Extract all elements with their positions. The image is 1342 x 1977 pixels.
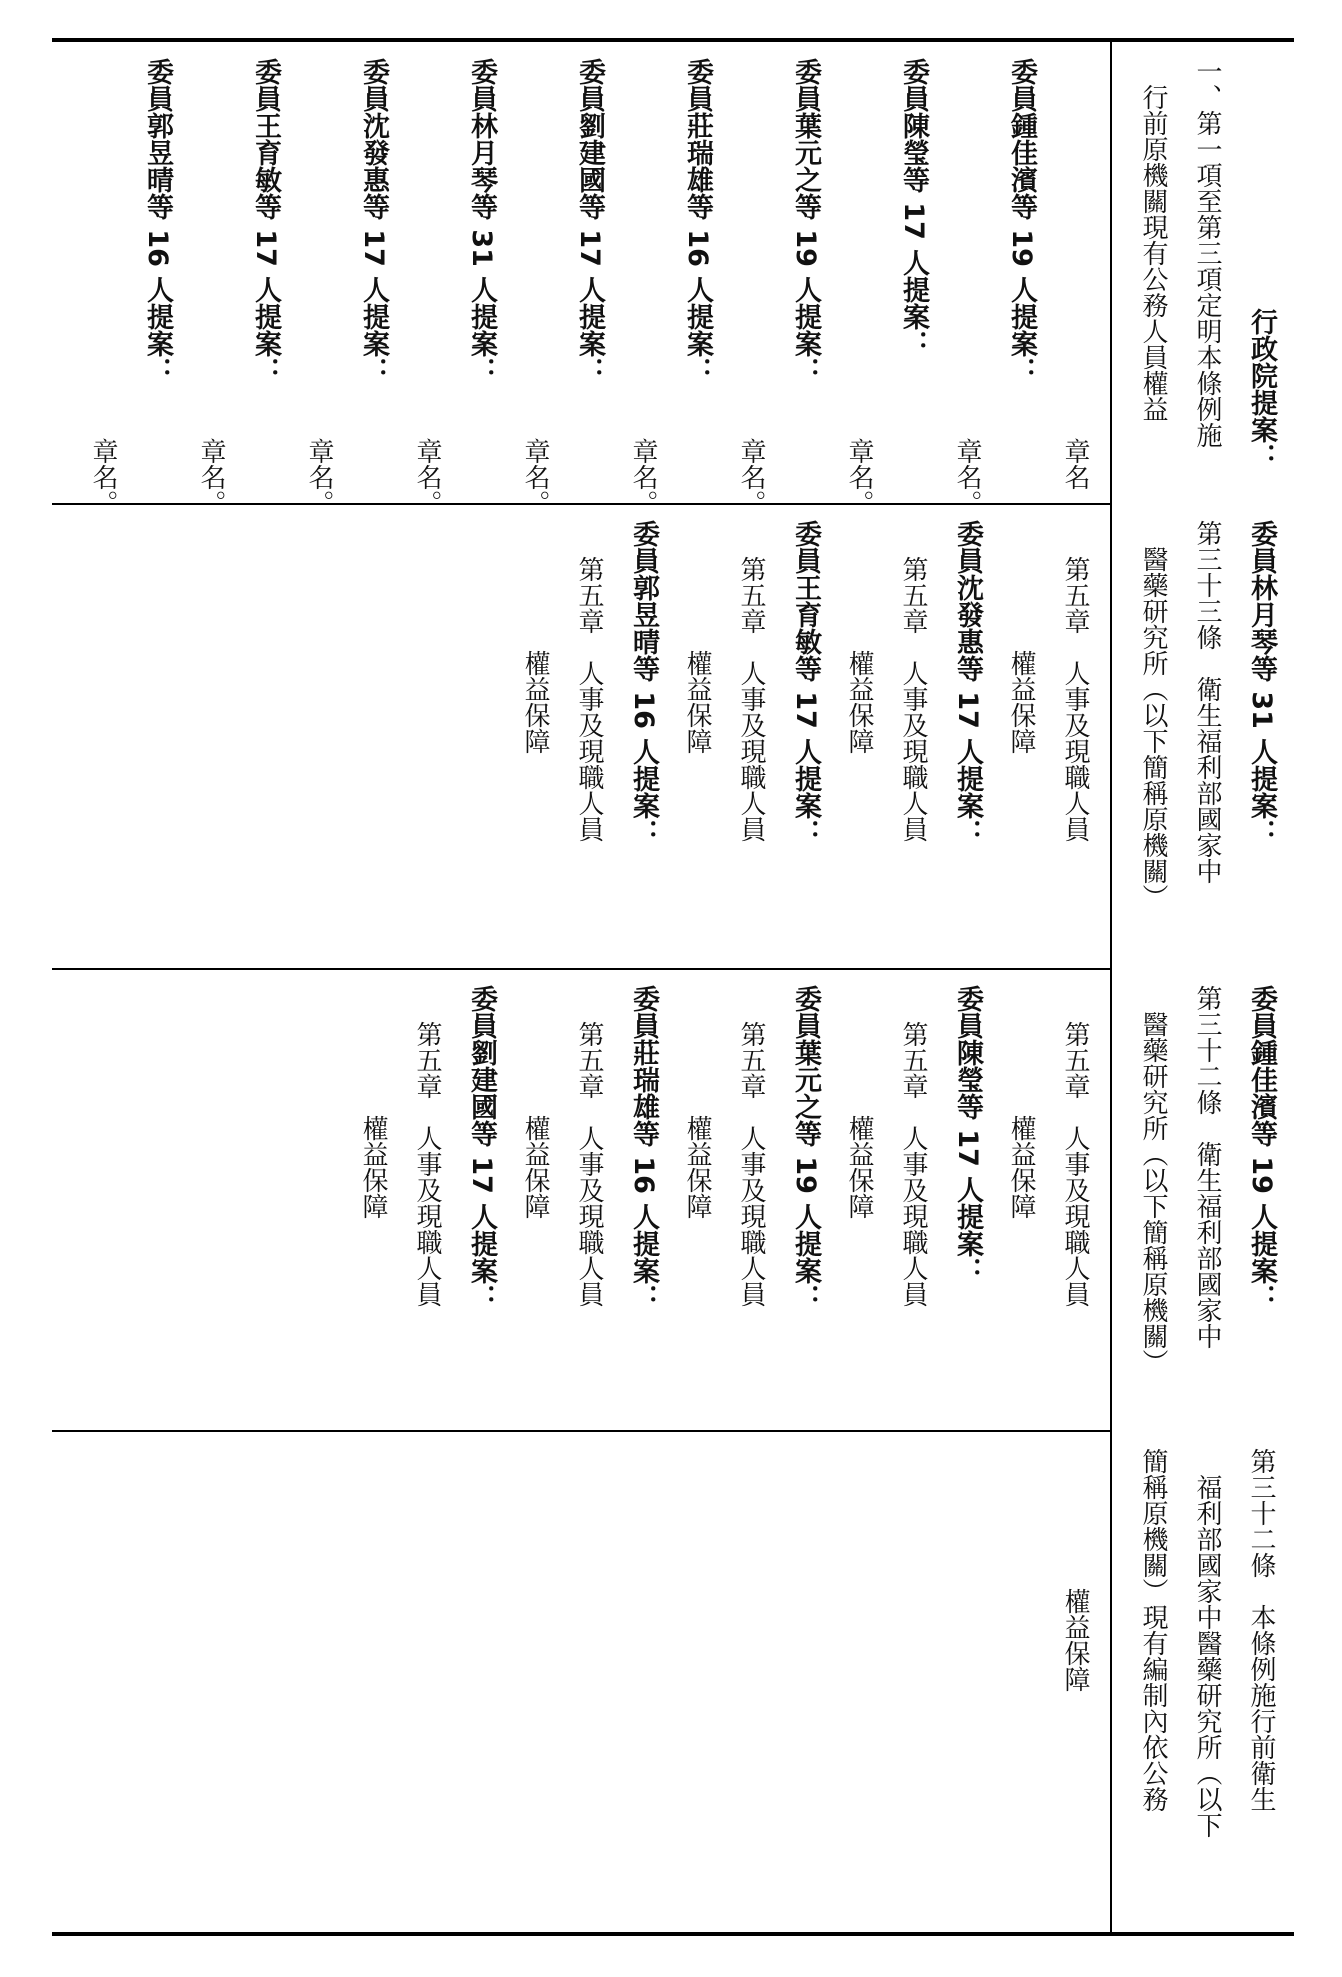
upper-col-3 bbox=[62, 985, 1102, 1425]
text-line: 權益保障 bbox=[1006, 650, 1036, 754]
text-line: 權益保障 bbox=[682, 650, 712, 754]
text-line: 第五章 人事及現職人員 bbox=[574, 556, 604, 842]
text-line: 簡稱原機關）現有編制內依公務 bbox=[1138, 1448, 1168, 1812]
proposer-heading: 委員鍾佳濱等 19 人提案： bbox=[1246, 985, 1277, 1312]
lower-col-1 bbox=[1118, 58, 1288, 498]
proposer-heading: 委員沈發惠等 17 人提案： bbox=[952, 520, 983, 847]
proposer-heading: 委員王育敏等 17 人提案： bbox=[790, 520, 821, 847]
text-line: 章名。 bbox=[628, 438, 658, 516]
bottom-rule bbox=[52, 1932, 1294, 1936]
upper-col-2 bbox=[62, 520, 1102, 960]
proposer-heading: 委員林月琴等 31 人提案： bbox=[466, 58, 497, 385]
upper-col-4 bbox=[62, 1448, 1102, 1918]
text-line: 行前原機關現有公務人員權益 bbox=[1138, 84, 1168, 422]
text-line: 章名。 bbox=[520, 438, 550, 516]
lower-col-2 bbox=[1118, 520, 1288, 960]
text-line: 權益保障 bbox=[520, 1115, 550, 1219]
text-line: 第三十二條 衛生福利部國家中 bbox=[1192, 985, 1222, 1349]
lower-col-4 bbox=[1118, 1448, 1288, 1918]
text-line: 權益保障 bbox=[844, 650, 874, 754]
text-line: 第五章 人事及現職人員 bbox=[1060, 556, 1090, 842]
text-line: 醫藥研究所（以下簡稱原機關） bbox=[1138, 1011, 1168, 1375]
text-line: 醫藥研究所（以下簡稱原機關） bbox=[1138, 546, 1168, 910]
text-line: 章名。 bbox=[196, 438, 226, 516]
proposer-heading: 委員王育敏等 17 人提案： bbox=[250, 58, 281, 385]
proposer-heading: 委員陳瑩等 17 人提案： bbox=[898, 58, 929, 358]
proposer-heading: 委員葉元之等 19 人提案： bbox=[790, 58, 821, 385]
text-line: 權益保障 bbox=[1060, 1588, 1090, 1692]
proposer-heading: 委員莊瑞雄等 16 人提案： bbox=[628, 985, 659, 1312]
text-line: 第三十三條 衛生福利部國家中 bbox=[1192, 520, 1222, 884]
text-line: 權益保障 bbox=[520, 650, 550, 754]
upper-col-divider-b bbox=[52, 968, 1110, 970]
proposer-heading: 委員陳瑩等 17 人提案： bbox=[952, 985, 983, 1285]
proposer-heading: 委員郭昱晴等 16 人提案： bbox=[628, 520, 659, 847]
lower-col-3 bbox=[1118, 985, 1288, 1425]
text-line: 章名。 bbox=[304, 438, 334, 516]
proposer-heading: 行政院提案： bbox=[1246, 308, 1277, 470]
text-line: 第五章 人事及現職人員 bbox=[412, 1021, 442, 1307]
proposer-heading: 委員郭昱晴等 16 人提案： bbox=[142, 58, 173, 385]
upper-col-divider-c bbox=[52, 1430, 1110, 1432]
text-line: 章名。 bbox=[88, 438, 118, 516]
text-line: 權益保障 bbox=[1006, 1115, 1036, 1219]
text-line: 第五章 人事及現職人員 bbox=[736, 1021, 766, 1307]
text-line: 第五章 人事及現職人員 bbox=[574, 1021, 604, 1307]
row-divider bbox=[1110, 40, 1112, 1934]
text-line: 一、第一項至第三項定明本條例施 bbox=[1192, 58, 1222, 448]
text-line: 第五章 人事及現職人員 bbox=[1060, 1021, 1090, 1307]
upper-col-divider-1 bbox=[1110, 40, 1111, 41]
text-line: 第五章 人事及現職人員 bbox=[898, 556, 928, 842]
text-line: 第五章 人事及現職人員 bbox=[898, 1021, 928, 1307]
top-rule bbox=[52, 38, 1294, 42]
proposer-heading: 委員沈發惠等 17 人提案： bbox=[358, 58, 389, 385]
text-line: 權益保障 bbox=[358, 1115, 388, 1219]
text-line: 權益保障 bbox=[844, 1115, 874, 1219]
proposer-heading: 委員莊瑞雄等 16 人提案： bbox=[682, 58, 713, 385]
text-line: 福利部國家中醫藥研究所（以下 bbox=[1192, 1474, 1222, 1838]
proposer-heading: 委員鍾佳濱等 19 人提案： bbox=[1006, 58, 1037, 385]
proposer-heading: 委員劉建國等 17 人提案： bbox=[574, 58, 605, 385]
text-line: 權益保障 bbox=[682, 1115, 712, 1219]
text-line: 章名 bbox=[1060, 438, 1090, 490]
upper-col-1 bbox=[62, 58, 1102, 516]
proposer-heading: 委員葉元之等 19 人提案： bbox=[790, 985, 821, 1312]
text-line: 第五章 人事及現職人員 bbox=[736, 556, 766, 842]
text-line: 第三十二條 本條例施行前衛生 bbox=[1246, 1448, 1276, 1812]
proposer-heading: 委員劉建國等 17 人提案： bbox=[466, 985, 497, 1312]
text-line: 章名。 bbox=[736, 438, 766, 516]
text-line: 章名。 bbox=[412, 438, 442, 516]
text-line: 章名。 bbox=[952, 438, 982, 516]
text-line: 章名。 bbox=[844, 438, 874, 516]
proposer-heading: 委員林月琴等 31 人提案： bbox=[1246, 520, 1277, 847]
